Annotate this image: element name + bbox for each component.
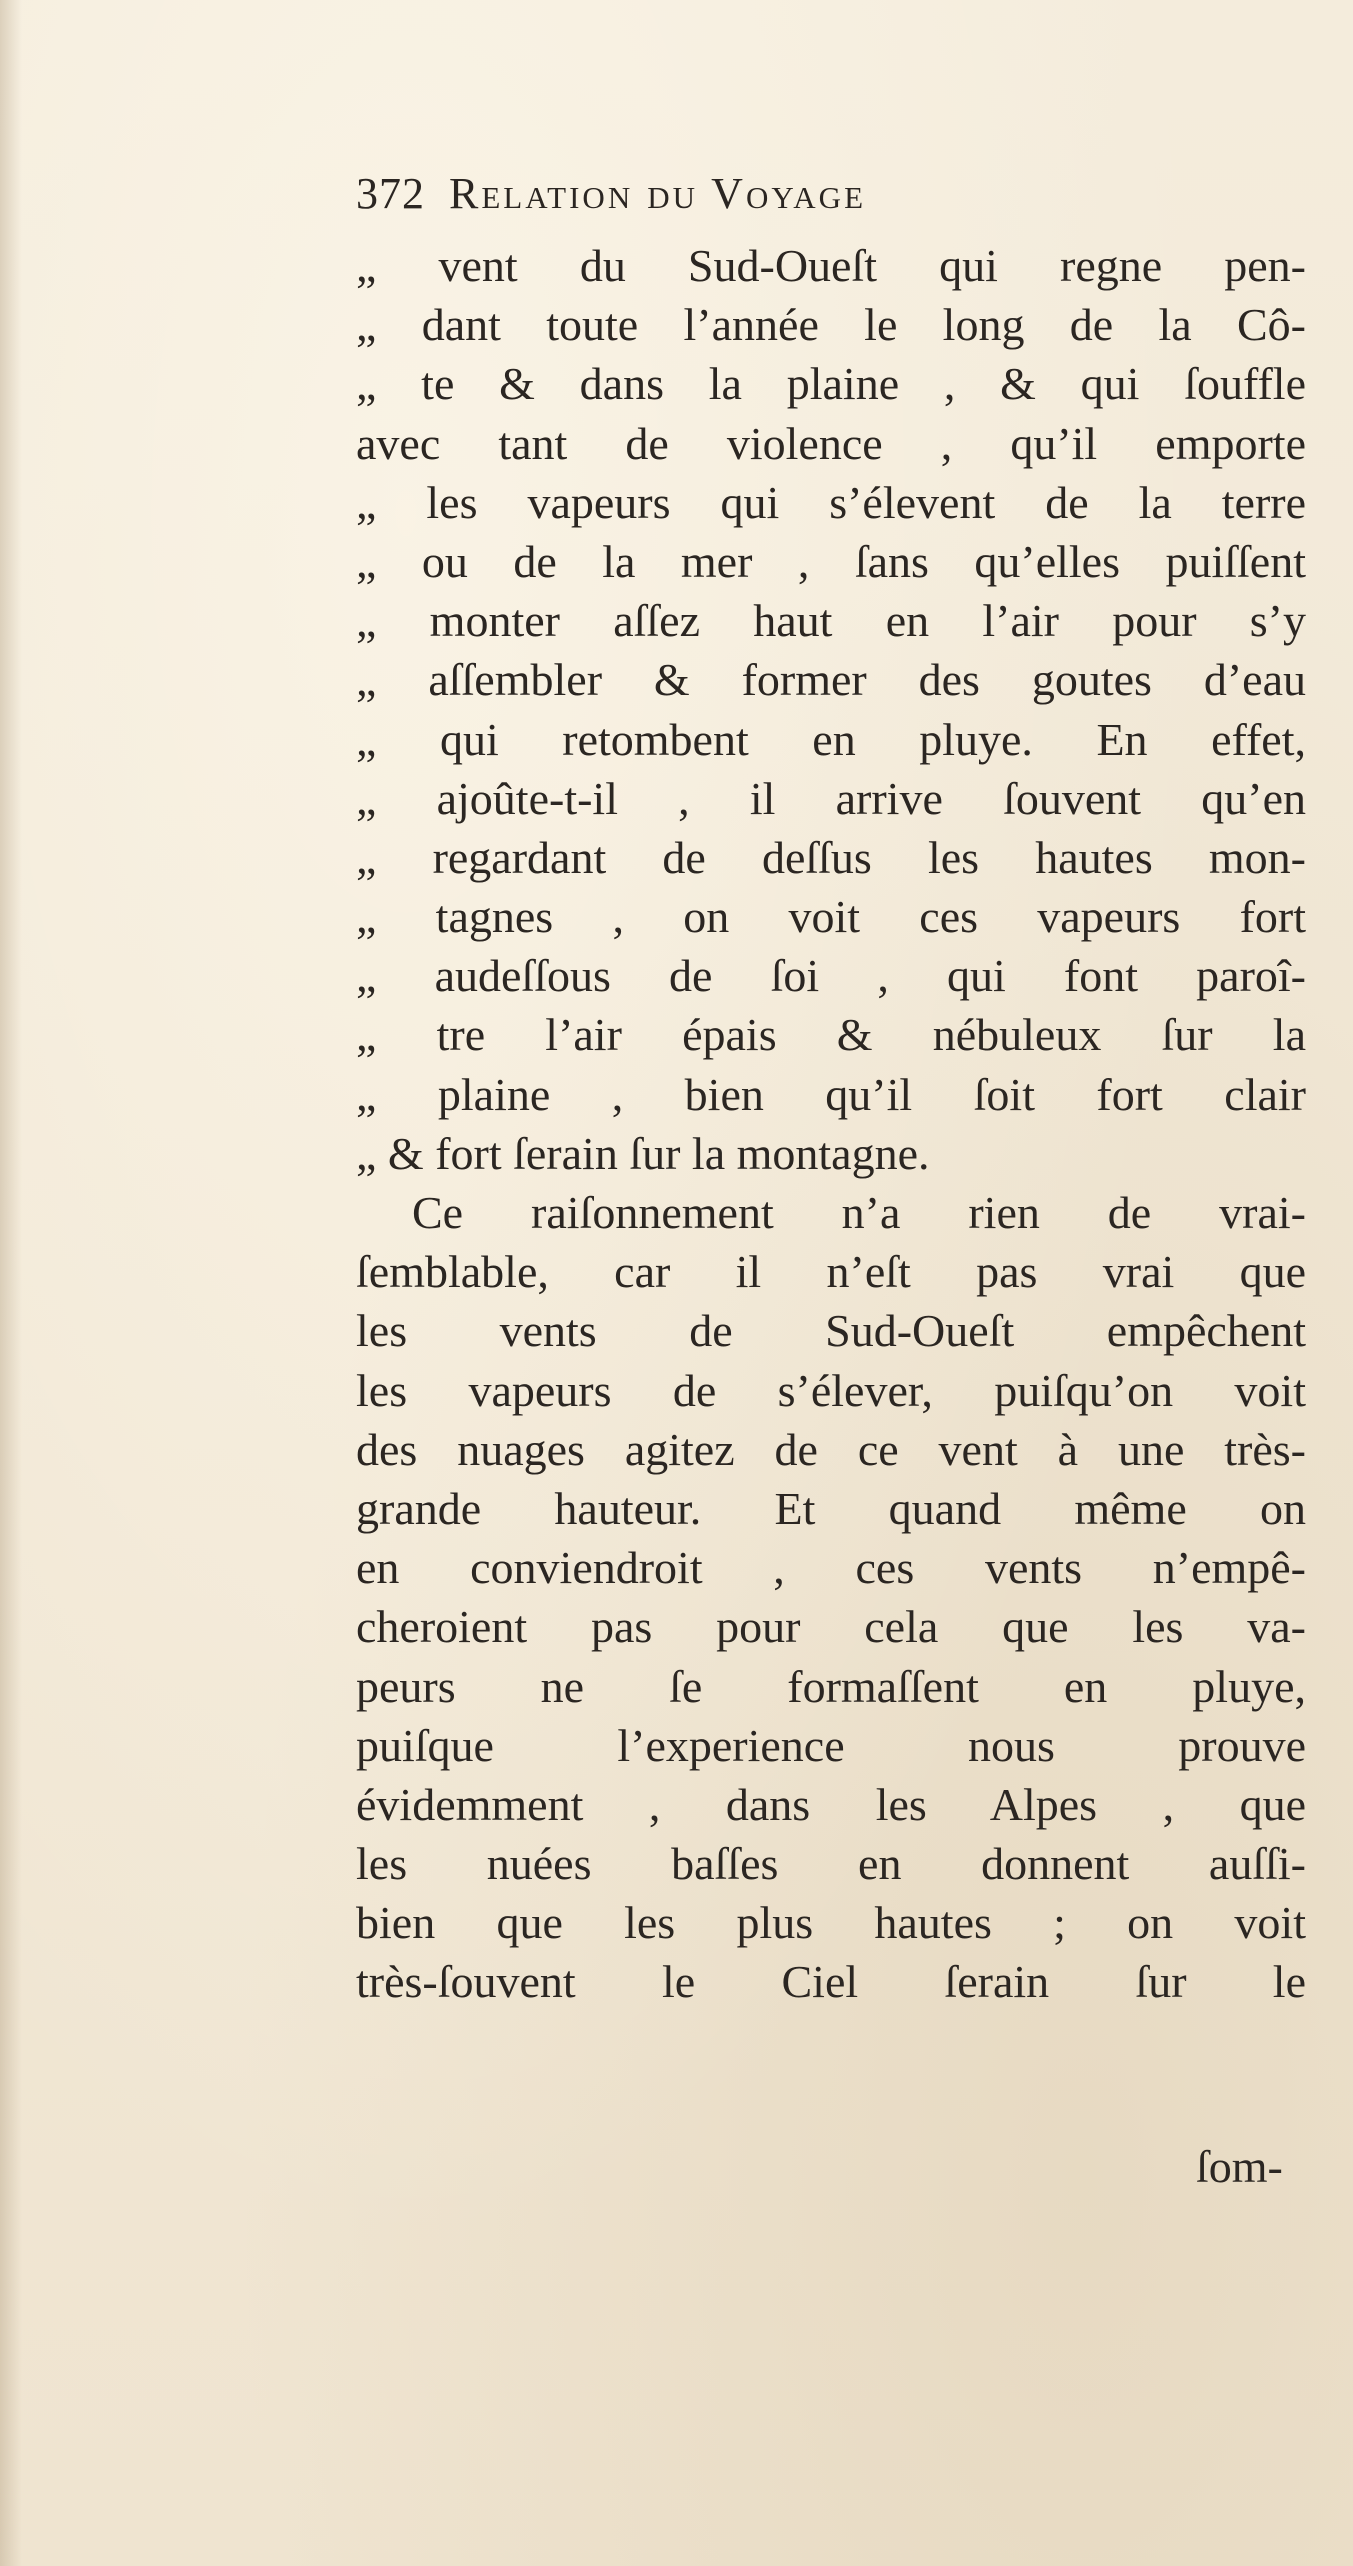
text-line: des nuages agitez de ce vent à une très- — [356, 1423, 1306, 1475]
text-line: „ & fort ſerain ſur la montagne. — [356, 1127, 930, 1179]
text-line: „ regardant de deſſus les hautes mon- — [356, 831, 1306, 883]
text-line: peurs ne ſe formaſſent en pluye, — [356, 1660, 1306, 1712]
text-line: les vents de Sud-Oueſt empêchent — [356, 1305, 1306, 1357]
text-line: „ aſſembler & former des goutes d’eau — [356, 654, 1306, 706]
catchword: ſom- — [1196, 2141, 1283, 2192]
text-line: „ plaine , bien qu’il ſoit fort clair — [356, 1068, 1306, 1120]
text-line: avec tant de violence , qu’il emporte — [356, 417, 1306, 469]
paragraph-start-line: Ce raiſonnement n’a rien de vrai- — [412, 1187, 1306, 1238]
page-gutter-shadow — [0, 0, 22, 2566]
text-line: bien que les plus hautes ; on voit — [356, 1897, 1306, 1949]
text-line: „ audeſſous de ſoi , qui font paroî- — [356, 950, 1306, 1002]
page-number: 372 — [356, 169, 425, 218]
text-line: ſemblable, car il n’eſt pas vrai que — [356, 1246, 1306, 1298]
text-line: „ les vapeurs qui s’élevent de la terre — [356, 476, 1306, 528]
text-line: „ tagnes , on voit ces vapeurs fort — [356, 891, 1306, 943]
text-line: „ qui retombent en pluye. En effet, — [356, 713, 1306, 765]
text-line: „ dant toute l’année le long de la Cô- — [356, 299, 1306, 351]
text-line: très-ſouvent le Ciel ſerain ſur le — [356, 1956, 1306, 2008]
running-head: Relation du Voyage — [449, 169, 867, 218]
text-line: évidemment , dans les Alpes , que — [356, 1778, 1306, 1830]
text-line: les vapeurs de s’élever, puiſqu’on voit — [356, 1364, 1306, 1416]
text-line: les nuées baſſes en donnent auſſi- — [356, 1838, 1306, 1890]
page-header — [356, 168, 1256, 228]
text-line: grande hauteur. Et quand même on — [356, 1482, 1306, 1534]
text-line: „ ou de la mer , ſans qu’elles puiſſent — [356, 535, 1306, 587]
text-line: „ ajoûte-t-il , il arrive ſouvent qu’en — [356, 772, 1306, 824]
text-line: „ vent du Sud-Oueſt qui regne pen- — [356, 240, 1306, 291]
text-line: „ tre l’air épais & nébuleux ſur la — [356, 1009, 1306, 1061]
text-line: „ te & dans la plaine , & qui ſouffle — [356, 358, 1306, 410]
text-line: cheroient pas pour cela que les va- — [356, 1601, 1306, 1653]
text-line: puiſque l’experience nous prouve — [356, 1719, 1306, 1771]
text-line: en conviendroit , ces vents n’empê- — [356, 1542, 1306, 1594]
text-line: „ monter aſſez haut en l’air pour s’y — [356, 595, 1306, 647]
body-text — [356, 236, 1306, 2012]
